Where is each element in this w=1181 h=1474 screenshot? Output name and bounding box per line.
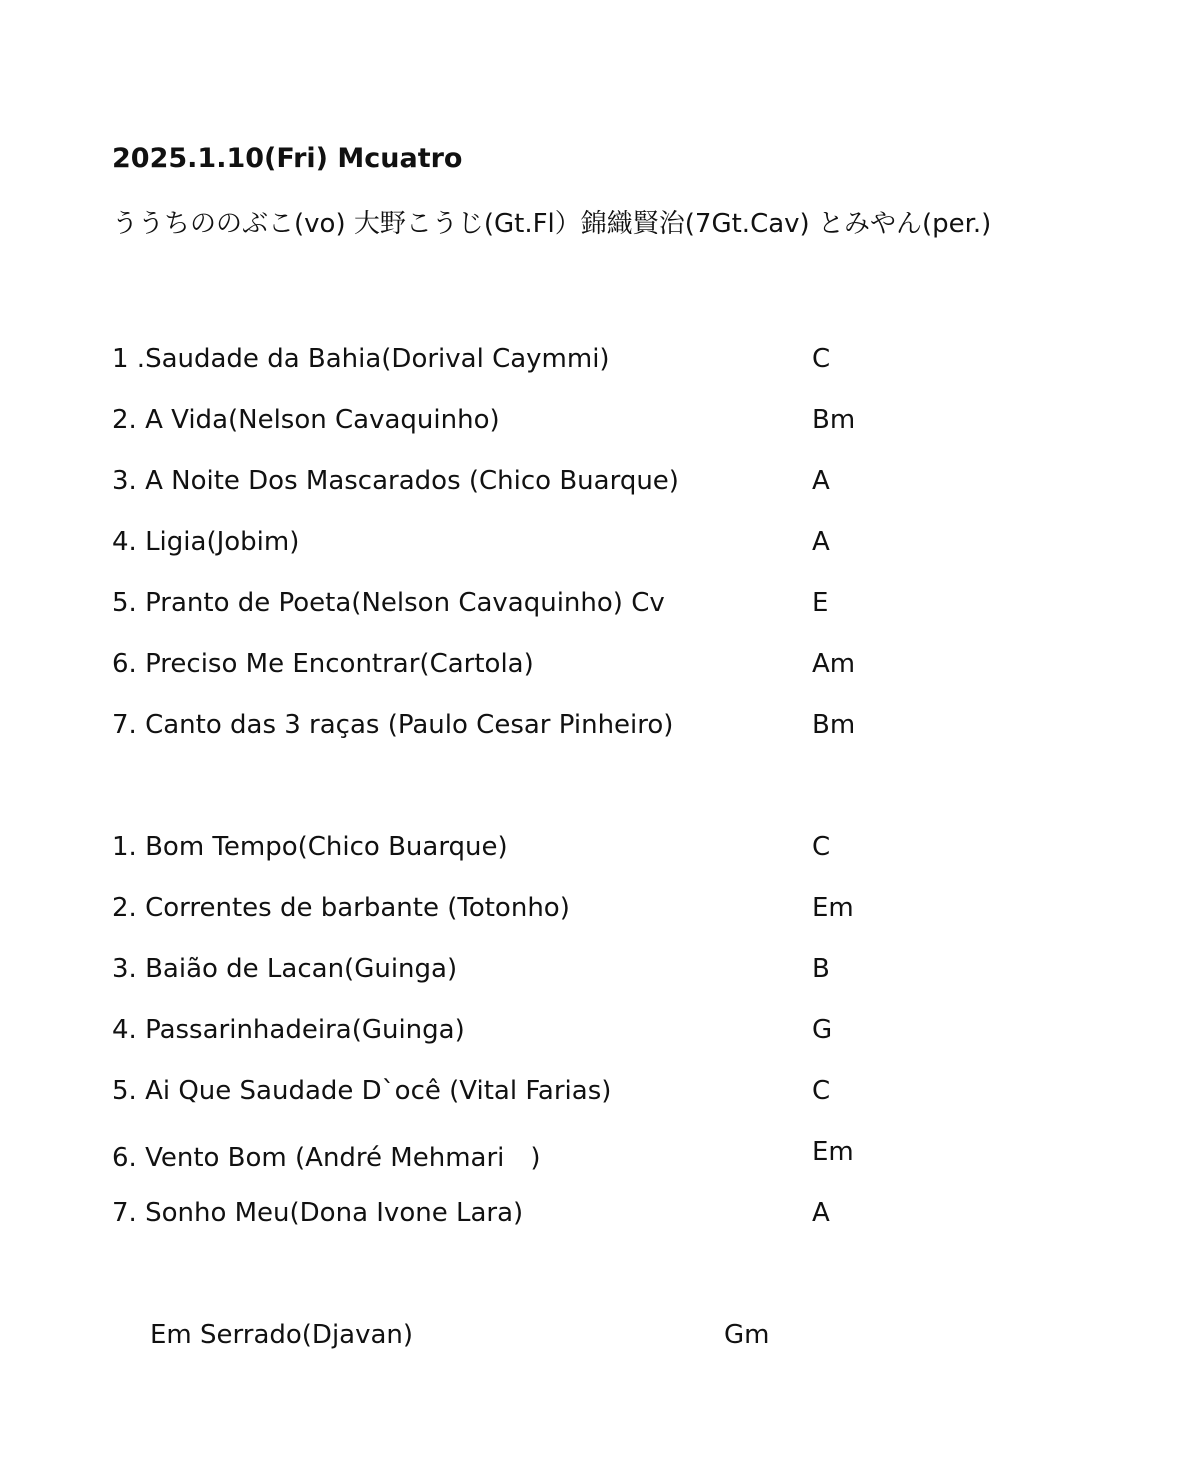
song-title: Em Serrado(Djavan) — [150, 1320, 414, 1350]
song-key: E — [812, 588, 829, 618]
song-key: A — [812, 1198, 830, 1228]
song-key: Bm — [812, 405, 856, 435]
song-title: 2. Correntes de barbante (Totonho) — [112, 893, 570, 923]
set2-item — [112, 1137, 1012, 1177]
encore-item — [150, 1320, 850, 1360]
song-title: 5. Pranto de Poeta(Nelson Cavaquinho) Cv — [112, 588, 665, 618]
page-title: 2025.1.10(Fri) Mcuatro — [112, 143, 463, 174]
song-key: Em — [812, 1137, 854, 1167]
song-key: Bm — [812, 710, 856, 740]
song-key: C — [812, 344, 831, 374]
song-key: C — [812, 1076, 831, 1106]
song-title: 7. Canto das 3 raças (Paulo Cesar Pinheiro) — [112, 710, 674, 740]
song-title: 5. Ai Que Saudade D`ocê (Vital Farias) — [112, 1076, 612, 1106]
set1-item — [112, 649, 1012, 689]
set1-item — [112, 710, 1012, 750]
set2-item — [112, 1015, 1012, 1055]
set2-item — [112, 1198, 1012, 1238]
set1-item — [112, 405, 1012, 445]
song-title: 3. Baião de Lacan(Guinga) — [112, 954, 458, 984]
band-members: ううちののぶこ(vo) 大野こうじ(Gt.Fl）錦織賢治(7Gt.Cav) とみやん(per.) — [112, 209, 992, 239]
set1-item — [112, 344, 1012, 384]
song-title: 4. Passarinhadeira(Guinga) — [112, 1015, 465, 1045]
song-key: Am — [812, 649, 856, 679]
set2-item — [112, 954, 1012, 994]
song-key: B — [812, 954, 830, 984]
song-key: G — [812, 1015, 833, 1045]
song-title: 6. Preciso Me Encontrar(Cartola) — [112, 649, 534, 679]
song-title: 2. A Vida(Nelson Cavaquinho) — [112, 405, 500, 435]
set1-item — [112, 588, 1012, 628]
song-key: A — [812, 527, 830, 557]
song-title: 6. Vento Bom (André Mehmari ) — [112, 1143, 541, 1173]
set2-item — [112, 1076, 1012, 1116]
song-key: A — [812, 466, 830, 496]
set2-item — [112, 893, 1012, 933]
song-title: 1 .Saudade da Bahia(Dorival Caymmi) — [112, 344, 610, 374]
song-title: 7. Sonho Meu(Dona Ivone Lara) — [112, 1198, 524, 1228]
set1-item — [112, 466, 1012, 506]
song-key: Em — [812, 893, 854, 923]
song-title: 3. A Noite Dos Mascarados (Chico Buarque) — [112, 466, 679, 496]
set2-item — [112, 832, 1012, 872]
song-key: C — [812, 832, 831, 862]
song-key: Gm — [724, 1320, 770, 1350]
song-title: 1. Bom Tempo(Chico Buarque) — [112, 832, 508, 862]
set1-item — [112, 527, 1012, 567]
song-title: 4. Ligia(Jobim) — [112, 527, 300, 557]
